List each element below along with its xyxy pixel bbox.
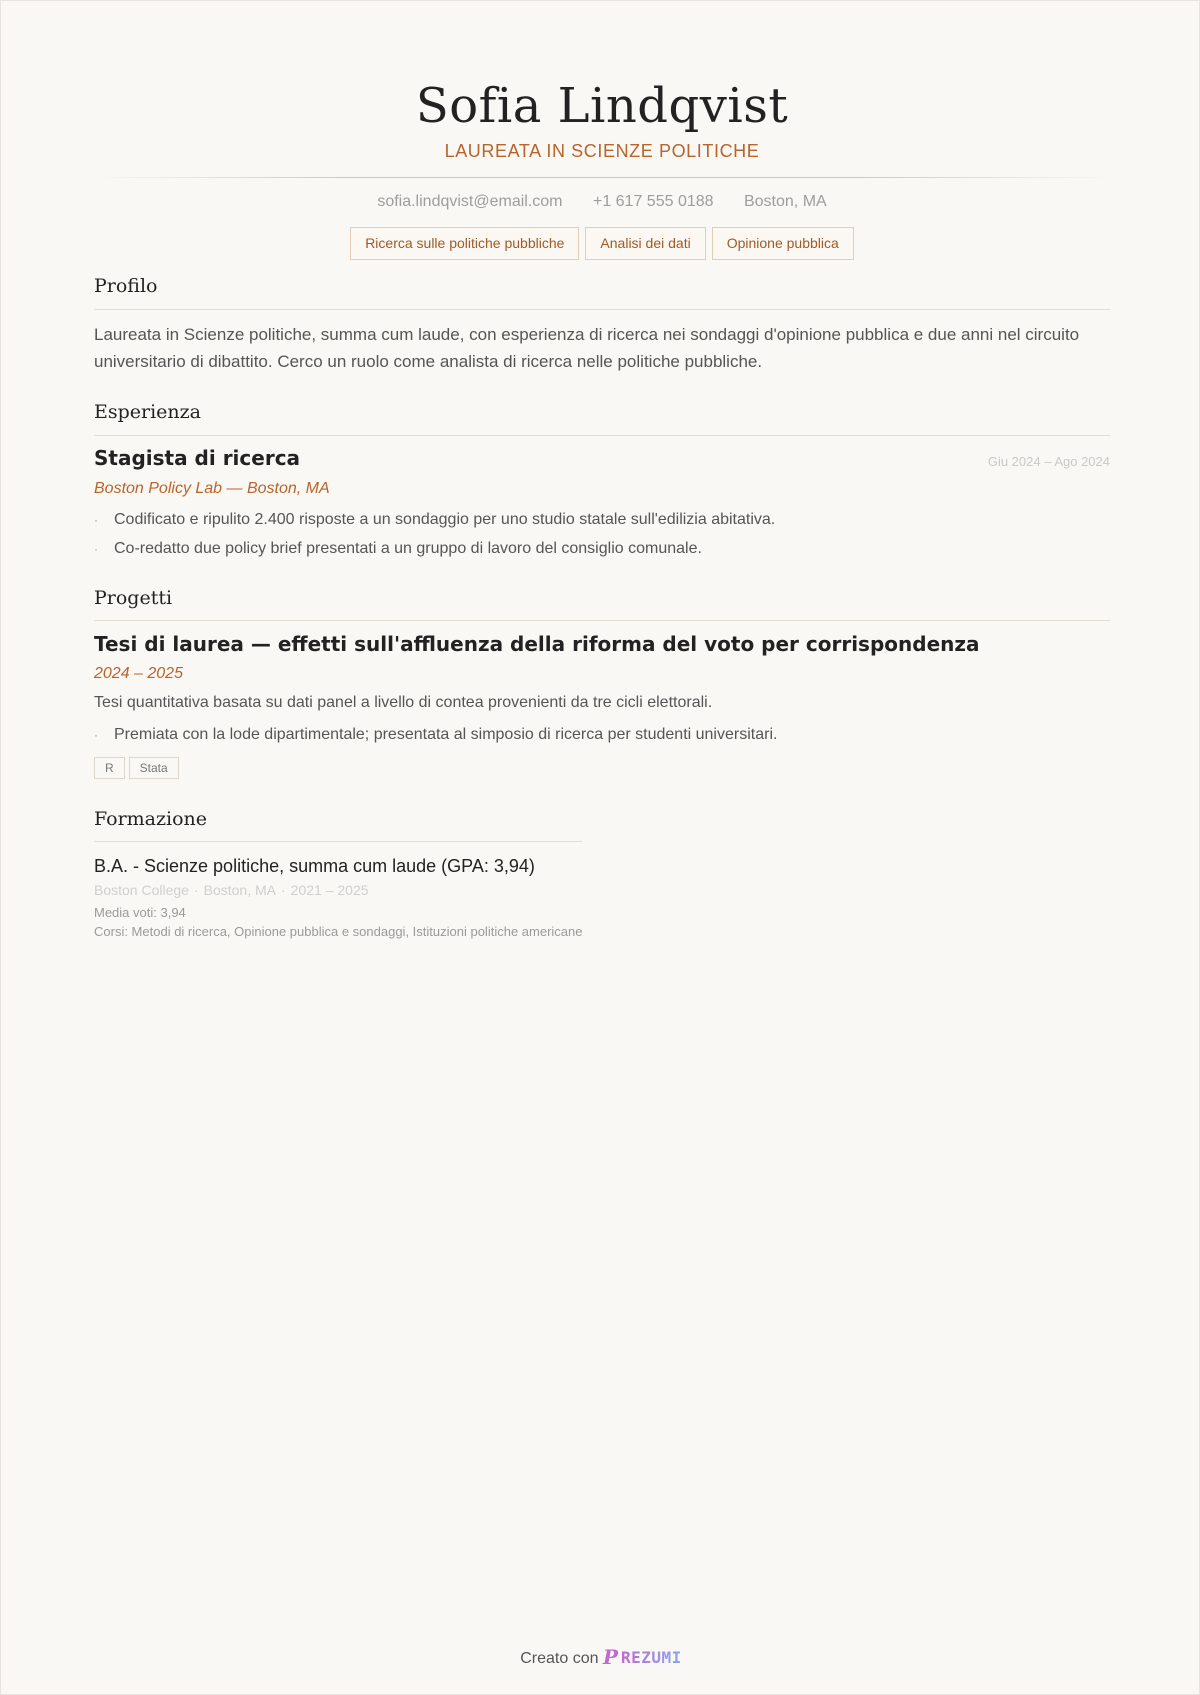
tool-tag: R [94, 757, 125, 779]
bullet-icon: · [94, 542, 98, 556]
section-divider [94, 841, 582, 842]
section-divider [94, 620, 1110, 621]
candidate-title: LAUREATA IN SCIENZE POLITICHE [444, 141, 760, 161]
section-heading-projects: Progetti [94, 587, 173, 609]
contact-location: Boston, MA [743, 193, 827, 210]
footer-prefix: Creato con [520, 1650, 599, 1667]
section-divider [94, 435, 1110, 436]
footer [1, 1646, 1200, 1670]
job-dates: Giu 2024 – Ago 2024 [987, 454, 1110, 469]
section-heading-profile: Profilo [94, 275, 158, 297]
section-heading-education: Formazione [94, 808, 208, 830]
contact-email[interactable]: sofia.lindqvist@email.com [377, 193, 563, 210]
resume-page: Sofia Lindqvist LAUREATA IN SCIENZE POLITICHE sofia.lindqvist@email.com +1 617 555 0188 Boston, MA Ricerca sulle politiche pubbliche Analisi dei dati Opinione pubblica Profilo Laureata in Scienze politiche, summa cum laude, con esperienza di ricerca nei sondaggi d'opinione pubblica e due anni nel circuito universitario di dibattito. Cerco un ruolo come analista di ricerca nelle politiche pubbliche. Esperienza Stagista di ricerca Giu 2024 – Ago 2024 Boston Policy Lab — Boston, MA · Codificato e ripulito 2.400 risposte a un sondaggio per uno studio statale sull'edilizia abitativa. · Co-redatto due policy brief presentati a un gruppo di lavoro del consiglio comunale. Progetti Tesi di laurea — effetti sull'affluenza della riforma del voto per corrispondenza 2024 – 2025 Tesi quantitativa basata su dati panel a livello di contea provenienti da tre cicli elettorali. · Premiata con la lode dipartimentale; presentata al simposio di ricerca per studenti universitari. R Stata Formazione B.A. - Scienze politiche, summa cum laude (GPA: 3,94) Boston College · Boston, MA · 2021 – 2025 Media voti: 3,94 Corsi: Metodi di ricerca, Opinione pubblica e sondaggi, Istituzioni politiche americane Creato con P REZUMI [0, 0, 1200, 1695]
project-dates: 2024 – 2025 [94, 665, 183, 682]
section-divider [94, 309, 1110, 310]
education-degree: B.A. - Scienze politiche, summa cum laude (GPA: 3,94) [94, 856, 535, 876]
job-organization: Boston Policy Lab — Boston, MA [94, 480, 330, 497]
bullet-icon: · [94, 513, 98, 527]
candidate-name: Sofia Lindqvist [415, 78, 789, 134]
tool-tag: Stata [129, 757, 179, 779]
bullet-icon: · [94, 728, 98, 742]
contact-phone[interactable]: +1 617 555 0188 [592, 193, 714, 210]
education-courses: Corsi: Metodi di ricerca, Opinione pubblica e sondaggi, Istituzioni politiche americane [94, 924, 583, 939]
profile-text: Laureata in Scienze politiche, summa cum laude, con esperienza di ricerca nei sondaggi d'opinione pubblica e due anni nel circuito universitario di dibattito. Cerco un ruolo come analista di ricerca nelle politiche pubbliche. [94, 325, 1080, 371]
skill-tags [94, 227, 1110, 260]
project-title: Tesi di laurea — effetti sull'affluenza della riforma del voto per corrispondenza [94, 632, 980, 656]
education-gpa: Media voti: 3,94 [94, 905, 186, 920]
job-title: Stagista di ricerca [94, 446, 301, 470]
skill-tag: Ricerca sulle politiche pubbliche [350, 227, 579, 260]
header-divider [94, 177, 1110, 178]
education-dates: 2021 – 2025 [290, 882, 369, 898]
education-location: Boston, MA [203, 882, 276, 898]
education-meta: Boston College · Boston, MA · 2021 – 2025 [94, 882, 369, 898]
education-school: Boston College [94, 882, 189, 898]
footer-brand-link[interactable] [602, 1645, 682, 1669]
contact-line [94, 191, 1110, 213]
rezumi-logo-icon: P [602, 1645, 618, 1669]
section-heading-experience: Esperienza [94, 401, 202, 423]
skill-tag: Opinione pubblica [712, 227, 854, 260]
project-description: Tesi quantitativa basata su dati panel a livello di contea provenienti da tre cicli elettorali. [94, 694, 713, 711]
project-tools [94, 757, 183, 779]
skill-tag: Analisi dei dati [585, 227, 705, 260]
rezumi-brand: REZUMI [620, 1648, 682, 1667]
